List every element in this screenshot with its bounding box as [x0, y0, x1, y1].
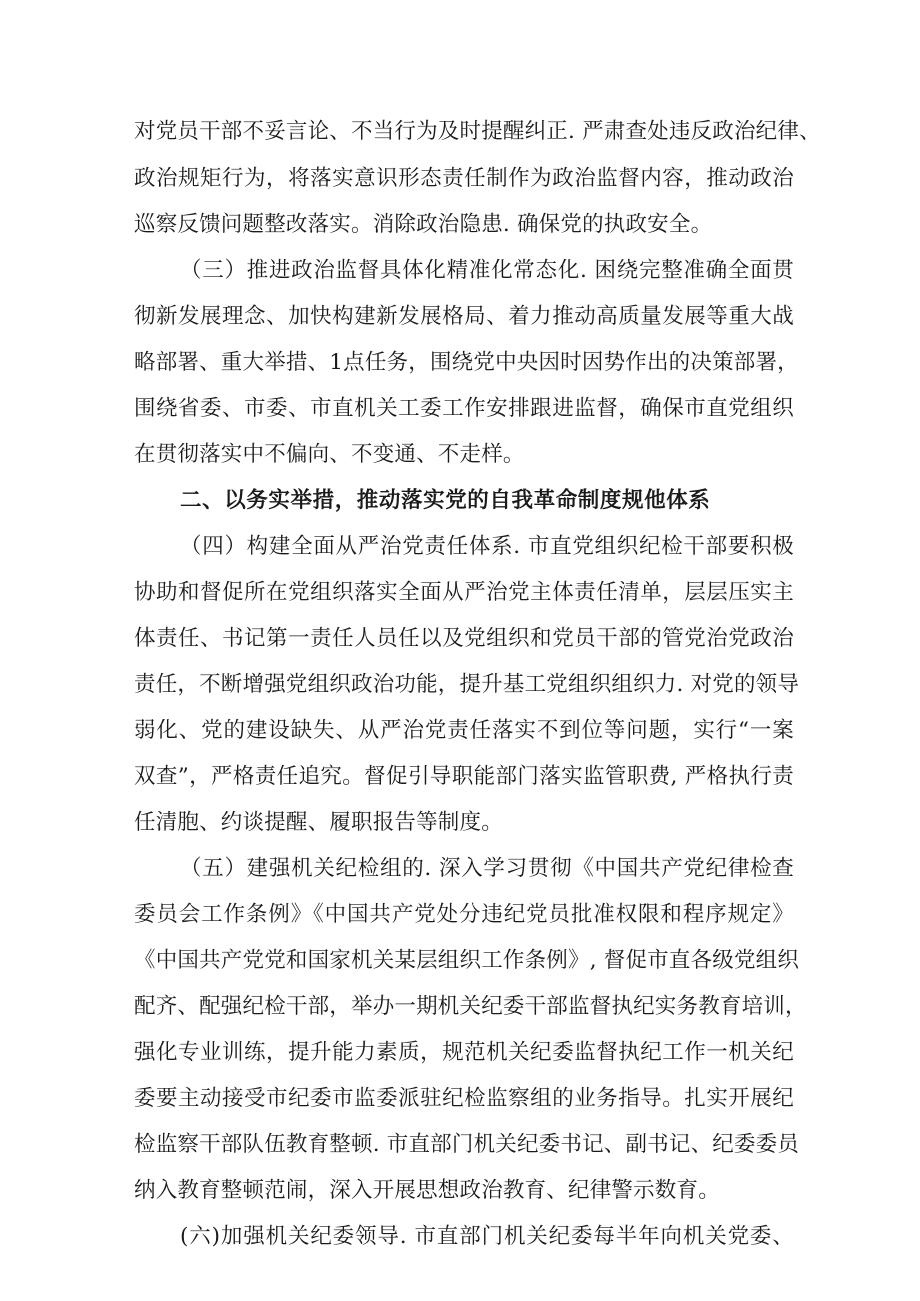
paragraph-start-line: （四）构建全面从严治党责任体系. 市直党组织纪检干部要积极 — [180, 534, 794, 559]
text-line: 任清胞、约谈提醒、履职报告等制度。 — [134, 810, 503, 835]
text-line: 协助和督促所在党组织落实全面从严治党主体责任清单，层层压实主 — [134, 580, 794, 605]
paragraph-start-line: (六)加强机关纪委领导. 市直部门机关纪委每半年向机关党委、 — [180, 1224, 794, 1249]
text-line: 在贯彻落实中不偏向、不变通、不走样。 — [134, 442, 525, 467]
text-line: 配齐、配强纪检干部，举办一期机关纪委干部监督执纪实务教育培训， — [134, 994, 807, 1019]
section-heading: 二、以务实举措，推动落实党的自我革命制度规他体系 — [180, 488, 711, 513]
text-line: 强化专业训练，提升能力素质，规范机关纪委监督执纪工作一机关纪 — [134, 1040, 794, 1065]
text-line: 委要主动接受市纪委市监委派驻纪检监察组的业务指导。扎实开展纪 — [134, 1086, 794, 1111]
text-line: 彻新发展理念、加快构建新发展格局、着力推动高质量发展等重大战 — [134, 304, 794, 329]
text-line: 巡察反馈问题整改落实。消除政治隐患. 确保党的执政安全。 — [134, 212, 713, 237]
paragraph-start-line: （三）推进政治监督具体化精准化常态化. 困绕完整准确全面贯 — [180, 258, 794, 283]
text-line: 责任，不断增强党组织政治功能，提升基工党组织组织力. 对党的领导 — [134, 672, 800, 697]
text-line: 对党员干部不妥言论、不当行为及时提醒纠正. 严肃查处违反政治纪律、 — [134, 119, 821, 144]
text-line: 政治规矩行为，将落实意识形态责任制作为政治监督内容，推动政治 — [134, 166, 794, 191]
text-line: 略部署、重大举措、1点任务，围绕党中央因时因势作出的决策部署， — [134, 350, 799, 375]
text-line: 体责任、书记第一责任人员任以及党组织和党员干部的管党治党政治 — [134, 626, 794, 651]
text-line: 检监察干部队伍教育整顿. 市直部门机关纪委书记、副书记、纪委委员 — [134, 1132, 800, 1157]
text-line: 围绕省委、市委、市直机关工委工作安排跟进监督，确保市直党组织 — [134, 396, 794, 421]
text-line: 《中国共产党党和国家机关某层组织工作条例》, 督促市直各级党组织 — [134, 948, 800, 973]
text-line: 纳入教育整顿范闹，深入开展思想政治教育、纪律警示数育。 — [134, 1178, 720, 1203]
paragraph-start-line: （五）建强机关纪检组的. 深入学习贯彻《中国共产党纪律检查 — [180, 856, 794, 881]
text-line: 双查”，严格责任追究。督促引导职能部门落实监管职费, 严格执行责 — [134, 764, 794, 789]
text-line: 弱化、党的建设缺失、从严治党责任落实不到位等问题，实行“一案 — [134, 718, 794, 743]
text-line: 委员会工作条例》《中国共产党处分违纪党员批准权限和程序规定》 — [134, 902, 794, 927]
